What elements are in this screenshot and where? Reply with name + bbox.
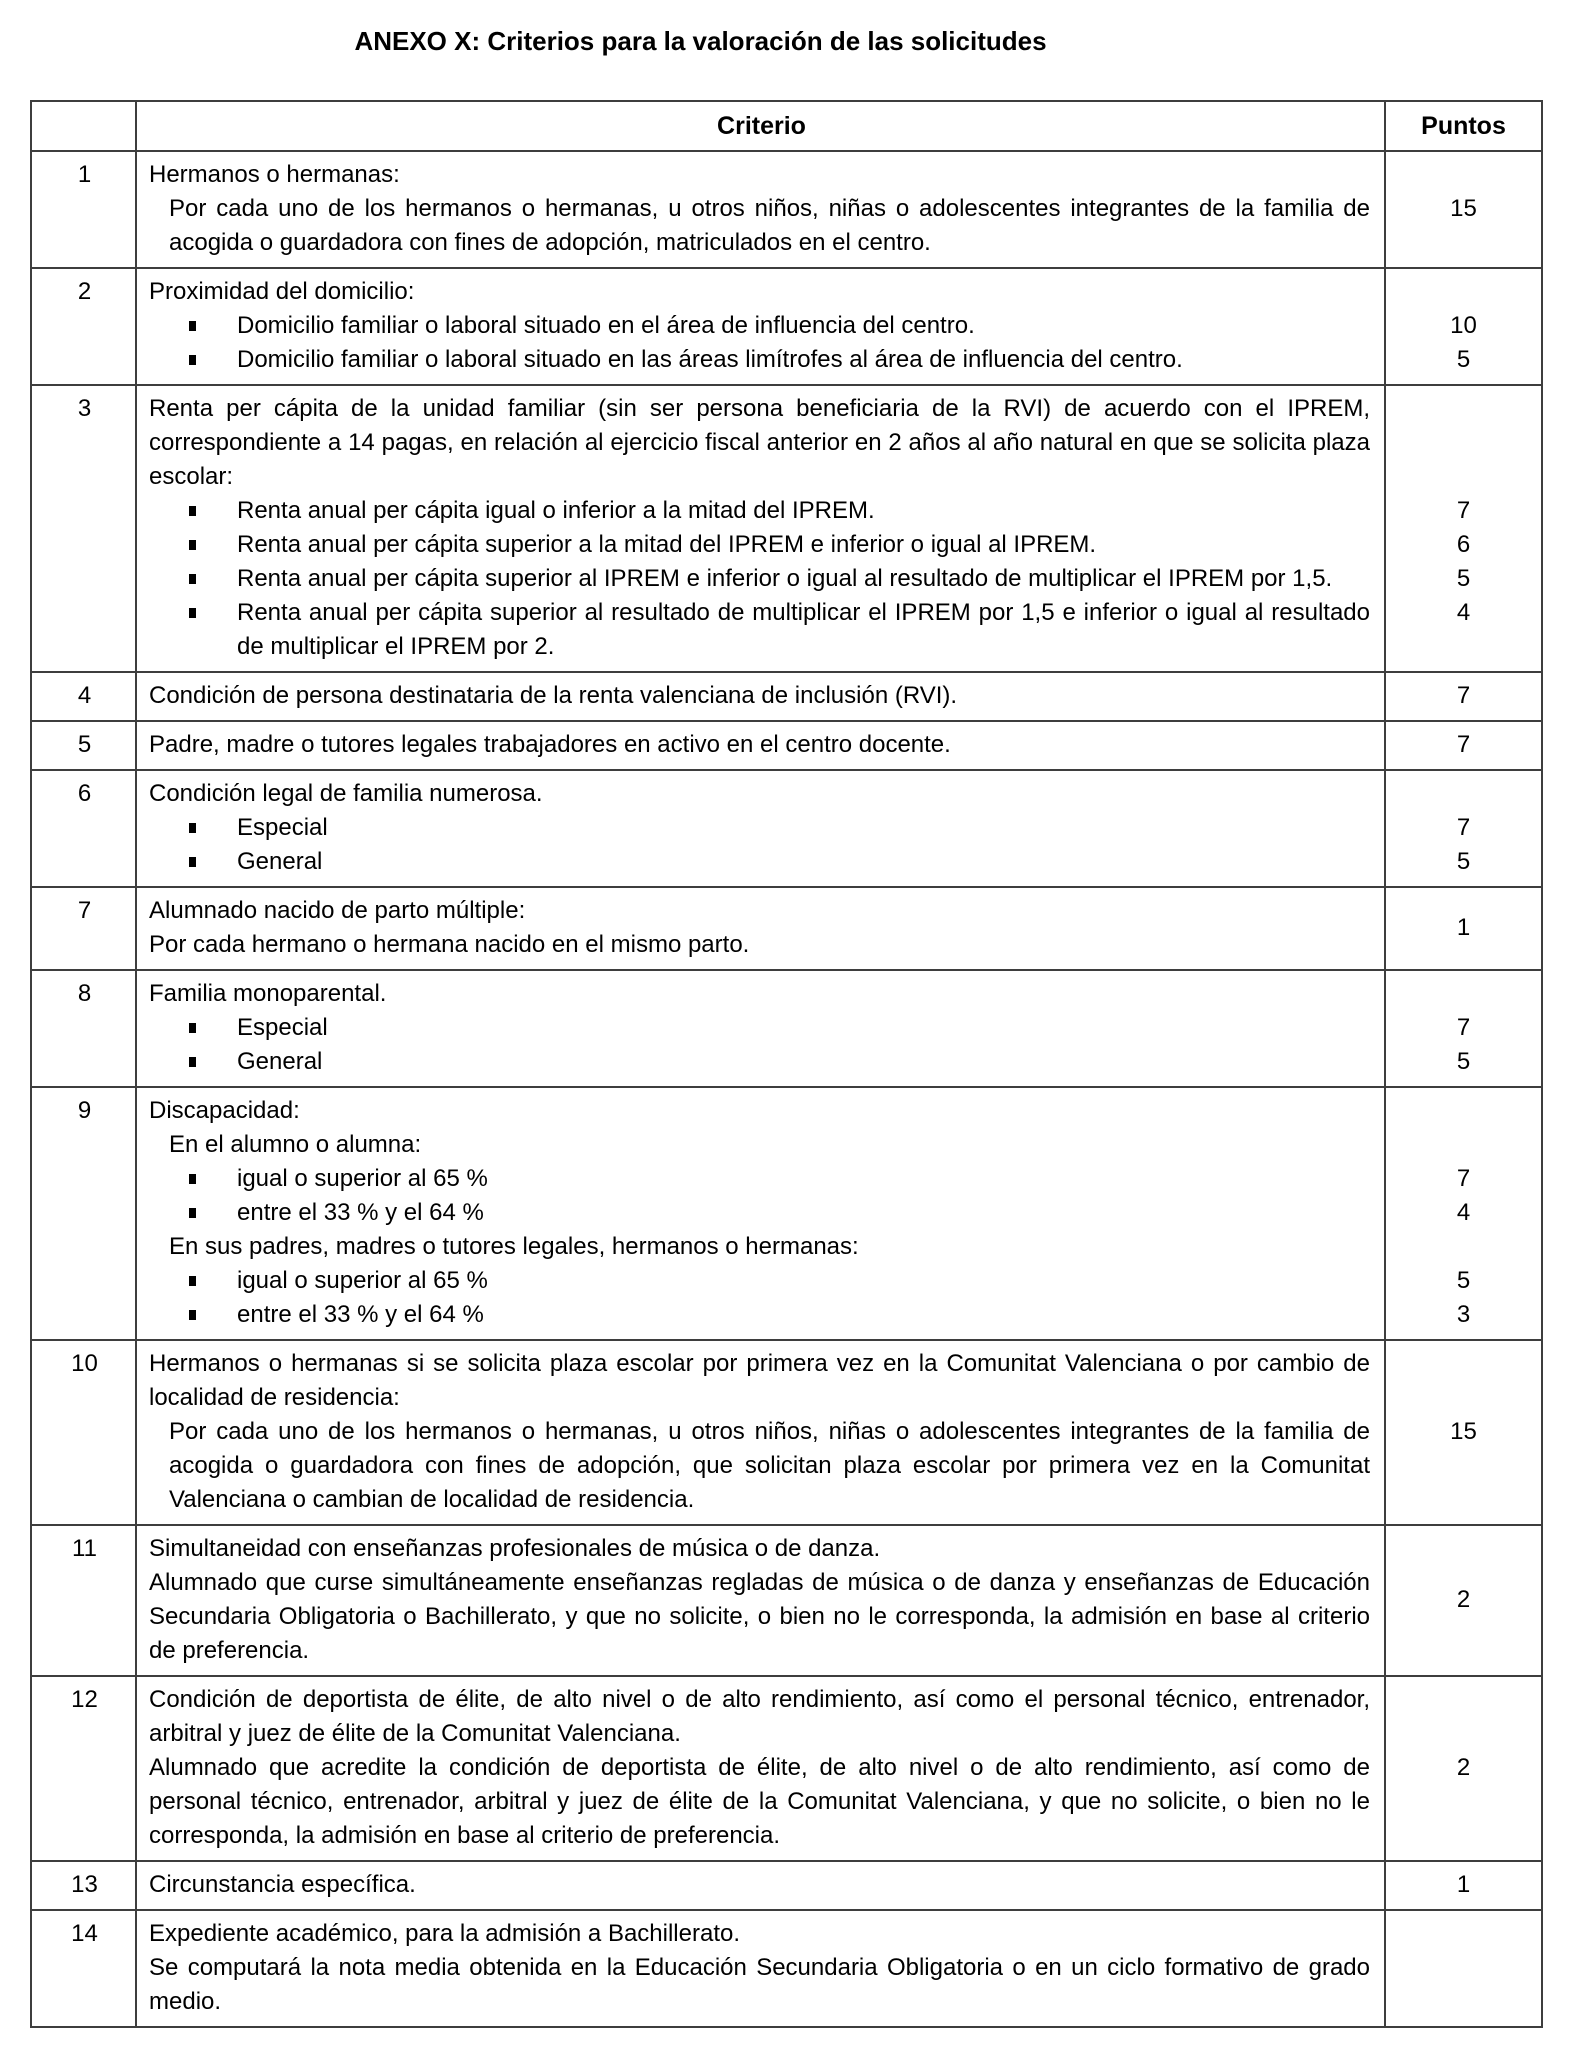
criterion-bullet-item [149, 845, 1370, 879]
criterion-content [137, 309, 1386, 343]
points-cell: 5 [1456, 1048, 1471, 1075]
criterion-text: igual o superior al 65 % [237, 1165, 488, 1192]
criterion-line [137, 596, 1541, 664]
criterion-text: Por cada uno de los hermanos o hermanas, u otros niños, niñas o adolescentes integrantes de la familia de acogida o guardadora con fines de adopción, matriculados en el centro. [169, 195, 1370, 256]
row-number: 10 [71, 1350, 98, 1377]
criterion-content [137, 1196, 1386, 1230]
criterion-text: Circunstancia específica. [149, 1871, 416, 1898]
criterion-content [137, 1094, 1386, 1128]
criterion-cell [137, 269, 1541, 384]
bullet-square [189, 1208, 196, 1218]
criterion-content [137, 1128, 1386, 1162]
criterion-line [137, 1011, 1541, 1045]
criterion-text: General [237, 848, 323, 875]
criterion-content [137, 1917, 1386, 2019]
criterion-text: Renta anual per cápita superior al IPREM e inferior o igual al resultado de multiplicar el IPREM por 1,5. [237, 565, 1333, 592]
criterion-text: Alumnado que curse simultáneamente enseñanzas regladas de música o de danza y enseñanzas de Educación Secundaria Obligatoria o Bachillerato, y que no solicite, o bien no le corresponda, la admisión en base al criterio de preferencia. [149, 1569, 1370, 1664]
points-cell [1386, 1094, 1541, 1128]
criterion-content [137, 343, 1386, 377]
criterion-cell [137, 771, 1541, 886]
criterion-line [137, 1230, 1541, 1264]
criterion-line [137, 392, 1541, 494]
row-number: 14 [71, 1920, 98, 1947]
points-cell: 3 [1456, 1301, 1471, 1328]
criterion-text: Alumnado nacido de parto múltiple: [149, 897, 526, 924]
points-cell [1386, 977, 1541, 1011]
row-number: 12 [71, 1686, 98, 1713]
criterion-text: Alumnado que acredite la condición de deportista de élite, de alto nivel o de alto rendimiento, así como de personal técnico, entrenador, arbitral y juez de élite de la Comunitat Valenciana, y que no solicite, o bien no le corresponda, la admisión en base al criterio de preferencia. [149, 1754, 1370, 1849]
criterion-bullet-item [149, 494, 1370, 528]
bullet-icon [189, 1298, 237, 1332]
row-number: 4 [77, 682, 92, 709]
bullet-square [189, 1023, 196, 1033]
table-header-row [32, 102, 1541, 150]
criterion-bullet-item [149, 1298, 1370, 1332]
criterion-text: Proximidad del domicilio: [149, 278, 415, 305]
criterion-line [137, 1683, 1541, 1853]
row-number: 9 [77, 1097, 92, 1124]
row-number: 1 [77, 161, 92, 188]
criterion-text: En sus padres, madres o tutores legales, hermanos o hermanas: [169, 1233, 859, 1260]
criterion-content [137, 1683, 1386, 1853]
bullet-icon [189, 494, 237, 528]
criterion-content [137, 1045, 1386, 1079]
table-row [32, 1860, 1541, 1909]
row-number: 5 [77, 731, 92, 758]
row-number: 6 [77, 780, 92, 807]
points-cell [1386, 275, 1541, 309]
points-cell: 15 [1450, 1418, 1477, 1445]
points-cell: 5 [1456, 1267, 1471, 1294]
criterion-line [137, 1868, 1541, 1902]
table-row [32, 769, 1541, 886]
criterion-text: Simultaneidad con enseñanzas profesionales de música o de danza. [149, 1535, 881, 1562]
criterion-cell [137, 1341, 1541, 1524]
bullet-square [189, 355, 196, 365]
criterion-text: Renta anual per cápita superior a la mitad del IPREM e inferior o igual al IPREM. [237, 531, 1097, 558]
criterion-line [137, 1264, 1541, 1298]
table-row [32, 886, 1541, 969]
bullet-square [189, 608, 196, 618]
bullet-icon [189, 1045, 237, 1079]
row-number: 8 [77, 980, 92, 1007]
criterion-bullet-item [149, 1011, 1370, 1045]
bullet-icon [189, 845, 237, 879]
criterion-content [137, 1011, 1386, 1045]
criterion-content [137, 528, 1386, 562]
criterion-bullet-item [149, 528, 1370, 562]
criterion-text: General [237, 1048, 323, 1075]
criterion-content [137, 1230, 1386, 1264]
criterion-text: Padre, madre o tutores legales trabajadores en activo en el centro docente. [149, 731, 951, 758]
table-row [32, 671, 1541, 720]
row-number: 7 [77, 897, 92, 924]
points-cell: 5 [1456, 346, 1471, 373]
criterion-text: Especial [237, 1014, 328, 1041]
criterion-content [137, 1532, 1386, 1668]
criterion-content [137, 275, 1386, 309]
criterion-line [137, 894, 1541, 962]
criterion-content [137, 596, 1386, 664]
table-row [32, 969, 1541, 1086]
table-row [32, 1524, 1541, 1675]
bullet-icon [189, 1011, 237, 1045]
criterion-content [137, 1162, 1386, 1196]
points-cell: 5 [1456, 848, 1471, 875]
bullet-square [189, 1310, 196, 1320]
criterion-bullet-item [149, 1045, 1370, 1079]
criterion-line [137, 1917, 1541, 2019]
criterion-bullet-item [149, 596, 1370, 664]
criterion-line [137, 562, 1541, 596]
criterion-text: Especial [237, 814, 328, 841]
criterion-text: entre el 33 % y el 64 % [237, 1199, 484, 1226]
points-cell: 15 [1450, 195, 1477, 222]
bullet-icon [189, 811, 237, 845]
criterion-content [137, 777, 1386, 811]
bullet-square [189, 1057, 196, 1067]
criterion-content [137, 977, 1386, 1011]
criterion-text: Hermanos o hermanas si se solicita plaza escolar por primera vez en la Comunitat Valenciana o por cambio de localidad de residencia: [149, 1350, 1370, 1411]
criterion-line [137, 845, 1541, 879]
criterion-text: Por cada hermano o hermana nacido en el mismo parto. [149, 931, 750, 958]
criterion-text: Domicilio familiar o laboral situado en las áreas limítrofes al área de influencia del centro. [237, 346, 1183, 373]
criterion-text: En el alumno o alumna: [169, 1131, 422, 1158]
bullet-icon [189, 596, 237, 664]
points-cell: 7 [1456, 814, 1471, 841]
criterion-line [137, 977, 1541, 1011]
criterion-cell [137, 1911, 1541, 2026]
criterion-line [137, 494, 1541, 528]
criterion-line [137, 275, 1541, 309]
criterion-line [137, 1532, 1541, 1668]
criterion-line [137, 309, 1541, 343]
criterion-cell [137, 1677, 1541, 1860]
criterion-cell [137, 1862, 1541, 1909]
bullet-icon [189, 1196, 237, 1230]
table-row [32, 1086, 1541, 1339]
criterion-cell [137, 722, 1541, 769]
row-number: 2 [77, 278, 92, 305]
bullet-square [189, 1174, 196, 1184]
header-cell-criterio: Criterio [717, 111, 806, 140]
points-cell [1386, 1230, 1541, 1264]
criterion-line [137, 158, 1541, 260]
criterion-text: Condición legal de familia numerosa. [149, 780, 543, 807]
points-cell: 4 [1456, 599, 1471, 626]
criterion-content [137, 894, 1386, 962]
bullet-square [189, 1276, 196, 1286]
page-title: ANEXO X: Criterios para la valoración de las solicitudes [354, 26, 1047, 56]
criterion-line [137, 811, 1541, 845]
criterion-line [137, 1128, 1541, 1162]
criterion-text: Se computará la nota media obtenida en la Educación Secundaria Obligatoria o en un ciclo formativo de grado medio. [149, 1954, 1370, 2015]
criterion-cell [137, 386, 1541, 671]
bullet-square [189, 574, 196, 584]
table-row [32, 267, 1541, 384]
criterion-text: entre el 33 % y el 64 % [237, 1301, 484, 1328]
bullet-icon [189, 1264, 237, 1298]
table-row [32, 1909, 1541, 2026]
criterion-text: Por cada uno de los hermanos o hermanas, u otros niños, niñas o adolescentes integrantes de la familia de acogida o guardadora con fines de adopción, que solicitan plaza escolar por primera vez en la Comunitat Valenciana o cambian de localidad de residencia. [169, 1418, 1370, 1513]
criterion-text: Renta per cápita de la unidad familiar (sin ser persona beneficiaria de la RVI) de acuerdo con el IPREM, correspondiente a 14 pagas, en relación al ejercicio fiscal anterior en 2 años al año natural en que se solicita plaza escolar: [149, 395, 1370, 490]
criterion-text: igual o superior al 65 % [237, 1267, 488, 1294]
criterion-cell [137, 1088, 1541, 1339]
criterion-bullet-item [149, 343, 1370, 377]
criterion-line [137, 343, 1541, 377]
criterion-line [137, 1298, 1541, 1332]
criterion-cell [137, 152, 1541, 267]
points-cell [1386, 392, 1541, 494]
criterion-bullet-item [149, 562, 1370, 596]
criterion-line [137, 777, 1541, 811]
bullet-square [189, 857, 196, 867]
criterion-cell [137, 971, 1541, 1086]
bullet-square [189, 506, 196, 516]
bullet-square [189, 321, 196, 331]
points-cell: 7 [1456, 1165, 1471, 1192]
points-cell: 7 [1456, 682, 1471, 709]
row-number: 13 [71, 1871, 98, 1898]
points-cell: 7 [1456, 497, 1471, 524]
criterion-content [137, 1347, 1386, 1517]
points-cell: 2 [1456, 1586, 1471, 1613]
points-cell: 1 [1456, 914, 1471, 941]
points-cell: 5 [1456, 565, 1471, 592]
criterion-text: Renta anual per cápita igual o inferior a la mitad del IPREM. [237, 497, 875, 524]
criterion-bullet-item [149, 1162, 1370, 1196]
criterion-content [137, 679, 1386, 713]
criterion-content [137, 562, 1386, 596]
bullet-icon [189, 528, 237, 562]
criterion-content [137, 728, 1386, 762]
criterion-bullet-item [149, 1196, 1370, 1230]
criterion-cell [137, 673, 1541, 720]
criterion-bullet-item [149, 1264, 1370, 1298]
table-row [32, 384, 1541, 671]
bullet-icon [189, 309, 237, 343]
criterion-text: Hermanos o hermanas: [149, 161, 400, 188]
criterion-line [137, 728, 1541, 762]
points-cell: 1 [1456, 1871, 1471, 1898]
criterion-content [137, 845, 1386, 879]
criterion-bullet-item [149, 309, 1370, 343]
points-cell: 7 [1456, 1014, 1471, 1041]
criterion-line [137, 1347, 1541, 1517]
criterion-content [137, 1298, 1386, 1332]
criterion-cell [137, 888, 1541, 969]
criterion-content [137, 158, 1386, 260]
criterion-line [137, 1045, 1541, 1079]
bullet-icon [189, 562, 237, 596]
criterion-text: Discapacidad: [149, 1097, 300, 1124]
criterion-text: Renta anual per cápita superior al resultado de multiplicar el IPREM por 1,5 e inferior o igual al resultado de multiplicar el IPREM por 2. [237, 599, 1370, 660]
points-cell [1386, 777, 1541, 811]
criterion-line [137, 1196, 1541, 1230]
criterion-line [137, 1162, 1541, 1196]
points-cell: 10 [1450, 312, 1477, 339]
points-cell: 4 [1456, 1199, 1471, 1226]
points-cell: 2 [1456, 1754, 1471, 1781]
criterion-text: Domicilio familiar o laboral situado en el área de influencia del centro. [237, 312, 975, 339]
bullet-icon [189, 343, 237, 377]
table-row [32, 720, 1541, 769]
criterion-text: Expediente académico, para la admisión a Bachillerato. [149, 1920, 741, 1947]
criterion-content [137, 494, 1386, 528]
criterion-content [137, 811, 1386, 845]
points-cell: 7 [1456, 731, 1471, 758]
table-row [32, 150, 1541, 267]
criterion-text: Familia monoparental. [149, 980, 387, 1007]
row-number: 3 [77, 395, 92, 422]
table-row [32, 1339, 1541, 1524]
criterion-cell [137, 1526, 1541, 1675]
criterion-content [137, 392, 1386, 494]
header-cell-puntos: Puntos [1421, 111, 1506, 140]
criterion-line [137, 1094, 1541, 1128]
criterion-line [137, 679, 1541, 713]
bullet-square [189, 540, 196, 550]
criterion-line [137, 528, 1541, 562]
points-cell: 6 [1456, 531, 1471, 558]
bullet-icon [189, 1162, 237, 1196]
points-cell [1386, 1128, 1541, 1162]
criterion-text: Condición de deportista de élite, de alto nivel o de alto rendimiento, así como el personal técnico, entrenador, arbitral y juez de élite de la Comunitat Valenciana. [149, 1686, 1370, 1747]
criteria-table [30, 100, 1543, 2028]
row-number: 11 [72, 1535, 97, 1562]
points-cell [1386, 1917, 1541, 2019]
criterion-content [137, 1264, 1386, 1298]
criterion-bullet-item [149, 811, 1370, 845]
criterion-text: Condición de persona destinataria de la renta valenciana de inclusión (RVI). [149, 682, 958, 709]
table-row [32, 1675, 1541, 1860]
criterion-content [137, 1868, 1386, 1902]
bullet-square [189, 823, 196, 833]
